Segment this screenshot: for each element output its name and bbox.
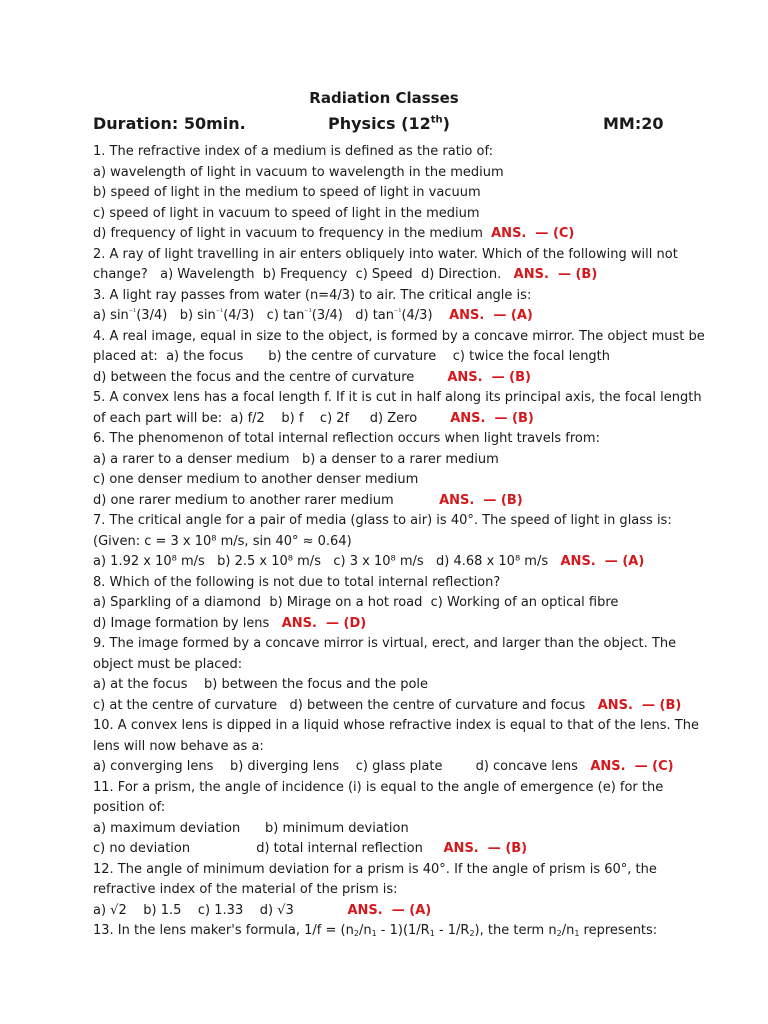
answer-key: ANS. — (B) [443,841,528,856]
answer-key: ANS. — (C) [590,759,674,774]
text-line: 7. The critical angle for a pair of media (glass to air) is 40°. The speed of light in glass is: [93,513,672,528]
text-line: a) Sparkling of a diamond b) Mirage on a hot road c) Working of an optical fibre [93,595,619,610]
max-marks-label: MM:20 [603,114,664,133]
text-line: 12. The angle of minimum deviation for a prism is 40°. If the angle of prism is 60°, the [93,861,657,877]
subject-label: Physics (12th) [328,114,450,133]
document-title: Radiation Classes [309,89,459,107]
text-line: a) converging lens b) diverging lens c) glass plate d) concave lens ANS. — (C) [93,759,674,774]
answer-key: ANS. — (C) [491,226,575,241]
text-line: c) one denser medium to another denser medium [93,472,419,487]
answer-key: ANS. — (D) [281,615,367,631]
duration-label: Duration: 50min. [93,114,246,133]
text-line: 6. The phenomenon of total internal reflection occurs when light travels from: [93,431,600,446]
answer-key: ANS. — (A) [449,308,533,323]
text-line: c) no deviation d) total internal reflection ANS. — (B) [93,841,528,856]
text-line: 10. A convex lens is dipped in a liquid whose refractive index is equal to that of the lens. The [93,718,699,733]
text-line: a) wavelength of light in vacuum to wavelength in the medium [93,164,504,180]
text-line: 4. A real image, equal in size to the object, is formed by a concave mirror. The object must be [93,328,705,344]
question-list [93,142,705,942]
text-line: 9. The image formed by a concave mirror is virtual, erect, and larger than the object. The [93,636,677,651]
answer-key: ANS. — (B) [450,410,534,426]
answer-key: ANS. — (B) [597,697,682,713]
text-line: (Given: c = 3 x 10⁸ m/s, sin 40° ≈ 0.64) [93,533,352,549]
text-line: 13. In the lens maker's formula, $1/f = (n_2/n_1 - 1)(1/R_1 - 1/R_2)$, the term $n_2/n_1$ represents: [93,923,658,938]
document-page [93,88,705,942]
text-line: lens will now behave as a: [93,738,264,754]
text-line: refractive index of the material of the prism is: [93,882,398,897]
text-line: 1. The refractive index of a medium is defined as the ratio of: [93,144,493,159]
answer-key: ANS. — (B) [447,369,531,385]
exam-header [93,114,693,140]
text-line: a) a rarer to a denser medium b) a denser to a rarer medium [93,451,499,467]
text-line: a) maximum deviation b) minimum deviation [93,820,409,836]
text-line: 3. A light ray passes from water (n=4/3) to air. The critical angle is: [93,287,532,303]
text-line: 2. A ray of light travelling in air enters obliquely into water. Which of the following will not [93,246,678,262]
text-line: a) √2 b) 1.5 c) 1.33 d) √3 ANS. — (A) [93,902,432,918]
text-line: c) at the centre of curvature d) between the centre of curvature and focus ANS. — (B) [93,697,682,713]
answer-key: ANS. — (A) [347,902,432,918]
text-line: position of: [93,800,166,815]
text-line: placed at: a) the focus b) the centre of curvature c) twice the focal length [93,349,611,364]
text-line: d) between the focus and the centre of curvature ANS. — (B) [93,369,531,385]
text-line: a) at the focus b) between the focus and the pole [93,677,429,692]
text-line: d) one rarer medium to another rarer medium ANS. — (B) [93,492,523,508]
answer-key: ANS. — (B) [439,492,523,508]
text-line: change? a) Wavelength b) Frequency c) Speed d) Direction. ANS. — (B) [93,267,598,282]
text-line: d) frequency of light in vacuum to frequency in the medium ANS. — (C) [93,226,575,241]
text-line: b) speed of light in the medium to speed of light in vacuum [93,185,481,200]
answer-key: ANS. — (B) [513,267,598,282]
text-line: d) Image formation by lens ANS. — (D) [93,615,367,631]
text-line: a) $\sin^{^{-1}}(3/4)$ b) $\sin^{^{-1}}(4/3)$ c) $\tan^{^{-1}}(3/4)$ d) $\tan^{^{-1}}(4/3)$ ANS. — (A) [93,307,533,323]
text-line: object must be placed: [93,656,243,672]
text-line: 5. A convex lens has a focal length f. If it is cut in half along its principal axis, the focal length [93,390,702,405]
text-line: a) 1.92 x 10⁸ m/s b) 2.5 x 10⁸ m/s c) 3 x 10⁸ m/s d) 4.68 x 10⁸ m/s ANS. — (A) [93,554,645,569]
text-line: 11. For a prism, the angle of incidence (i) is equal to the angle of emergence (e) for the [93,779,664,795]
answer-key: ANS. — (A) [560,554,645,569]
text-line: 8. Which of the following is not due to total internal reflection? [93,574,501,590]
text-line: c) speed of light in vacuum to speed of light in the medium [93,205,480,221]
text-line: of each part will be: a) f/2 b) f c) 2f d) Zero ANS. — (B) [93,410,534,426]
